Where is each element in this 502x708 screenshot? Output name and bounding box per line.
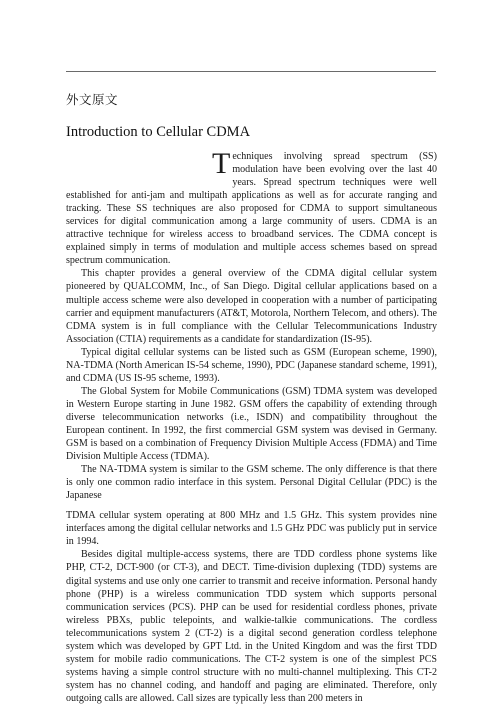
- section-label: 外文原文: [66, 92, 119, 107]
- paragraph-7: Besides digital multiple-access systems, there are TDD cordless phone systems like PHP, CT-2, DCT-900 (or CT-3), and DECT. Time-division duplexing (TDD) systems are digital systems and use only one carrier to transmit and receive information. Personal handy phone (PHP) is a wireless communication TDD system which supports personal communication services (PCS). PHP can be used for residential cordless phones, private wireless PBXs, public telepoints, and walkie-talkie communications. The cordless telecommunications system 2 (CT-2) is a digital second generation cordless telephone system which was developed by GPT Ltd. in the United Kingdom and was the first TDD system for mobile radio communications. The CT-2 system is one of the simplest PCS systems having a simple control structure with no multi-channel multiplexing. This CT-2 system has no channel coding, and handoff and paging are eliminated. Therefore, only outgoing calls are allowed. Call sizes are typically less than 200 meters in: [66, 549, 437, 704]
- header-rule: [66, 71, 436, 72]
- paragraph-1-text: echniques involving spread spectrum (SS) modulation have been evolving over the last 40 years. Spread spectrum techniques were well established for anti-jam and multipath applications as well as for accurate ranging and tracking. These SS techniques are also proposed for CDMA to support simultaneous services for digital communication among a large community of users. CDMA is an attractive technique for wireless access to broadband services. The CDMA concept is explained simply in terms of modulation and multiple access schemes based on spread spectrum communication.: [66, 151, 437, 267]
- paragraph-6: TDMA cellular system operating at 800 MHz and 1.5 GHz. This system provides nine interfaces among the digital cellular networks and 1.5 GHz PDC was publicly put in service in 1994.: [66, 510, 437, 548]
- article-body: [66, 147, 437, 705]
- paragraph-1: [66, 147, 437, 267]
- drop-cap: T: [212, 147, 231, 180]
- paragraph-3: Typical digital cellular systems can be listed such as GSM (European scheme, 1990), NA-TDMA (North American IS-54 scheme, 1990), PDC (Japanese standard scheme, 1991), and CDMA (US IS-95 scheme, 1993).: [66, 346, 437, 384]
- article-title: Introduction to Cellular CDMA: [66, 124, 251, 140]
- paragraph-4: The Global System for Mobile Communications (GSM) TDMA system was developed in Western Europe starting in June 1982. GSM offers the capability of extending through diverse telecommunication networks (i.e., ISDN) and compatibility throughout the European continent. In 1992, the first commercial GSM system was devised in Germany. GSM is based on a combination of Frequency Division Multiple Access (FDMA) and Time Division Multiple Access (TDMA).: [66, 385, 437, 463]
- paragraph-gap: [66, 502, 437, 509]
- paragraph-5: The NA-TDMA system is similar to the GSM scheme. The only difference is that there is only one common radio interface in this system. Personal Digital Cellular (PDC) is the Japanese: [66, 464, 437, 502]
- paragraph-2: This chapter provides a general overview of the CDMA digital cellular system pioneered by QUALCOMM, Inc., of San Diego. Digital cellular applications based on a multiple access scheme were also developed in cooperation with a number of participating carrier and equipment manufacturers (AT&T, Motorola, Northern Telecom, and others). The CDMA system is in full compliance with the Cellular Telecommunications Industry Association (CTIA) requirements as a candidate for standardization (IS-95).: [66, 268, 437, 345]
